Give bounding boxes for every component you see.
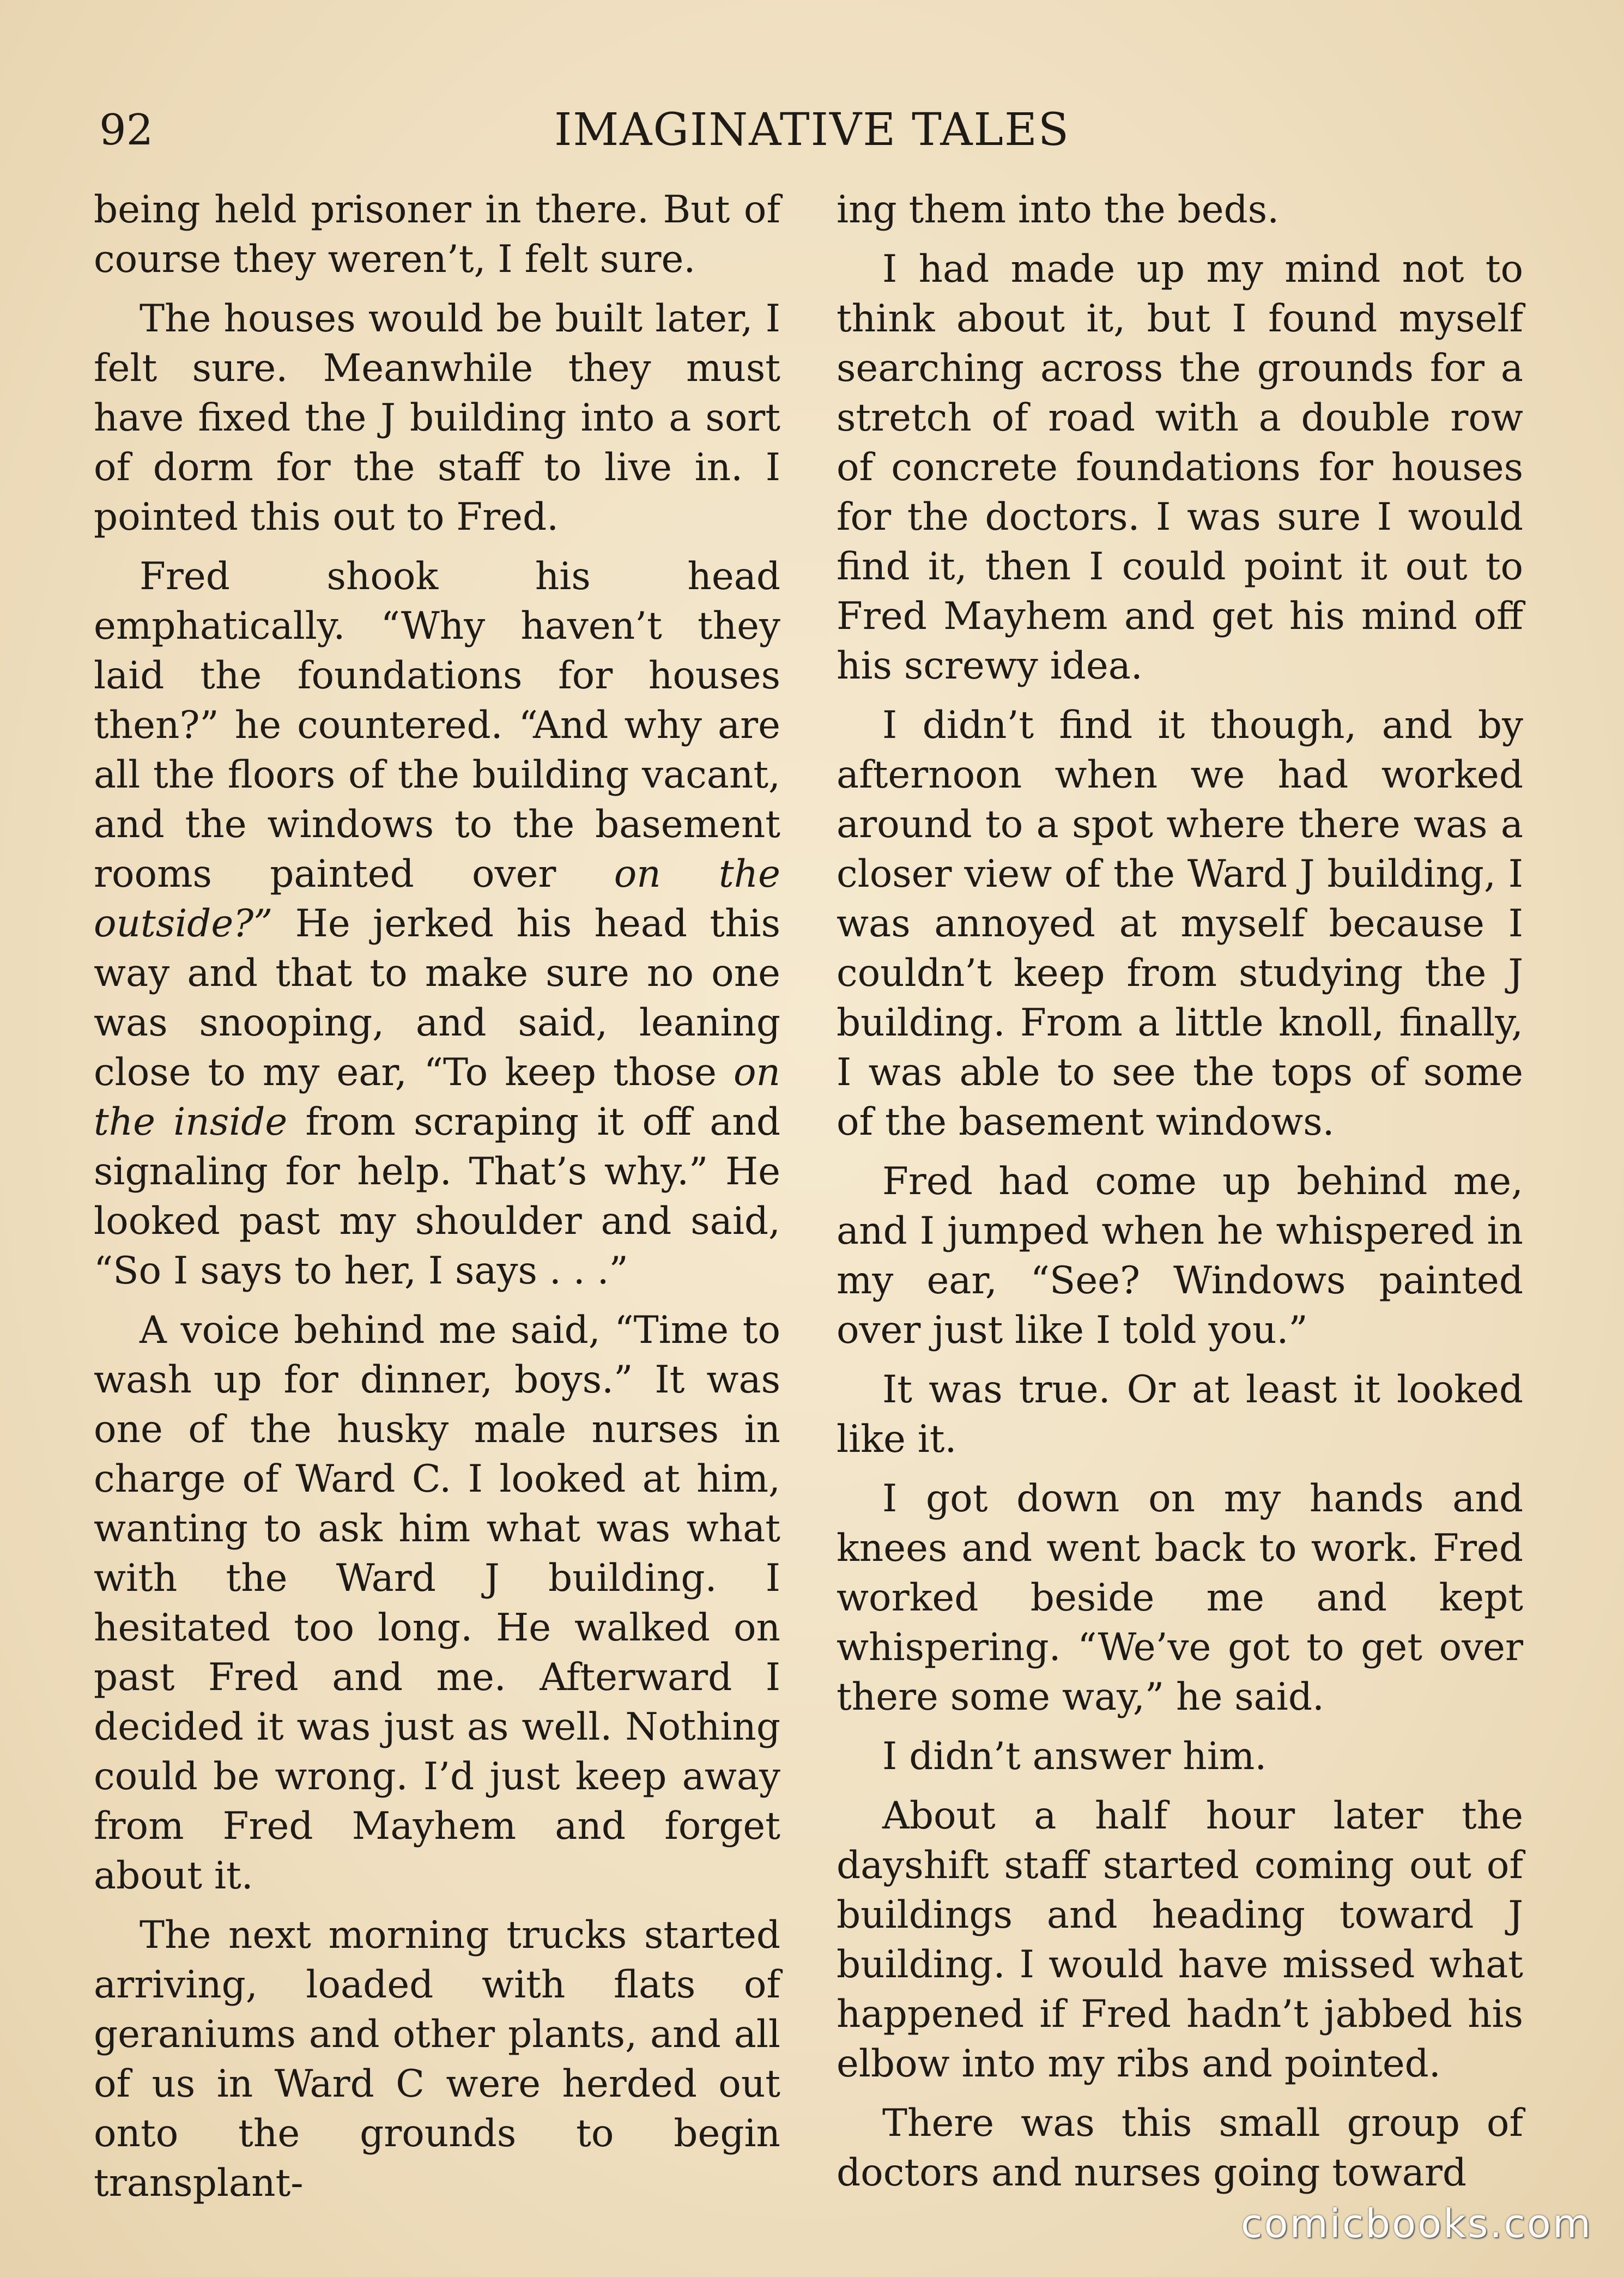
paragraph xyxy=(94,552,780,1296)
italic-text: on the outside?” xyxy=(94,852,780,946)
paragraph: I got down on my hands and knees and went back to work. Fred worked beside me and kept whispering. “We’ve got to get over there some way,” he said. xyxy=(837,1477,1523,1719)
paragraph: It was true. Or at least it looked like it. xyxy=(837,1368,1523,1461)
watermark-logo: comicbooks.com xyxy=(1240,2201,1592,2246)
continued-paragraph: ing them into the beds. xyxy=(837,188,1280,232)
page-number: 92 xyxy=(99,106,154,155)
right-column xyxy=(837,185,1523,2208)
paragraph: I had made up my mind not to think about it, but I found myself searching across the grounds for a stretch of road with a double row of concrete foundations for houses for the doctors. I was sure I would find it, then I could point it out to Fred Mayhem and get his mind off his screwy idea. xyxy=(837,247,1523,688)
running-head: IMAGINATIVE TALES xyxy=(554,104,1070,156)
text-run: from scraping it off and signaling for help. That’s why.” He looked past my shoulder and said, “So I says to her, I says . . .” xyxy=(94,1100,780,1293)
paragraph: About a half hour later the dayshift staff started coming out of buildings and heading toward J building. I would have missed what happened if Fred hadn’t jabbed his elbow into my ribs and pointed. xyxy=(837,1794,1523,2086)
paragraph: The houses would be built later, I felt sure. Meanwhile they must have fixed the J building into a sort of dorm for the staff to live in. I pointed this out to Fred. xyxy=(94,297,780,539)
left-column xyxy=(94,185,780,2218)
paragraph: I didn’t find it though, and by afternoon when we had worked around to a spot where there was a closer view of the Ward J building, I was annoyed at myself because I couldn’t keep from studying the J building. From a little knoll, finally, I was able to see the tops of some of the basement windows. xyxy=(837,704,1523,1144)
paragraph: There was this small group of doctors and nurses going toward xyxy=(837,2102,1523,2195)
text-run: Fred shook his head emphatically. “Why haven’t they laid the foundations for houses then?” he countered. “And why are all the floors of the building vacant, and the windows to the basement rooms painted over xyxy=(94,555,780,896)
continued-paragraph: being held prisoner in there. But of course they weren’t, I felt sure. xyxy=(94,188,780,281)
paragraph: The next morning trucks started arriving, loaded with flats of geraniums and other plants, and all of us in Ward C were herded out onto the grounds to begin transplant- xyxy=(94,1913,780,2205)
italic-text: on the inside xyxy=(94,1051,780,1144)
paragraph: I didn’t answer him. xyxy=(882,1735,1267,1778)
paragraph: A voice behind me said, “Time to wash up for dinner, boys.” It was one of the husky male nurses in charge of Ward C. I looked at him, wanting to ask him what was what with the Ward J building. I hesitated too long. He walked on past Fred and me. Afterward I decided it was just as well. Nothing could be wrong. I’d just keep away from Fred Mayhem and forget about it. xyxy=(94,1309,780,1898)
text-run: He jerked his head this way and that to make sure no one was snooping, and said, leaning close to my ear, “To keep those xyxy=(94,902,780,1094)
paragraph: Fred had come up behind me, and I jumped when he whispered in my ear, “See? Windows painted over just like I told you.” xyxy=(837,1160,1523,1352)
